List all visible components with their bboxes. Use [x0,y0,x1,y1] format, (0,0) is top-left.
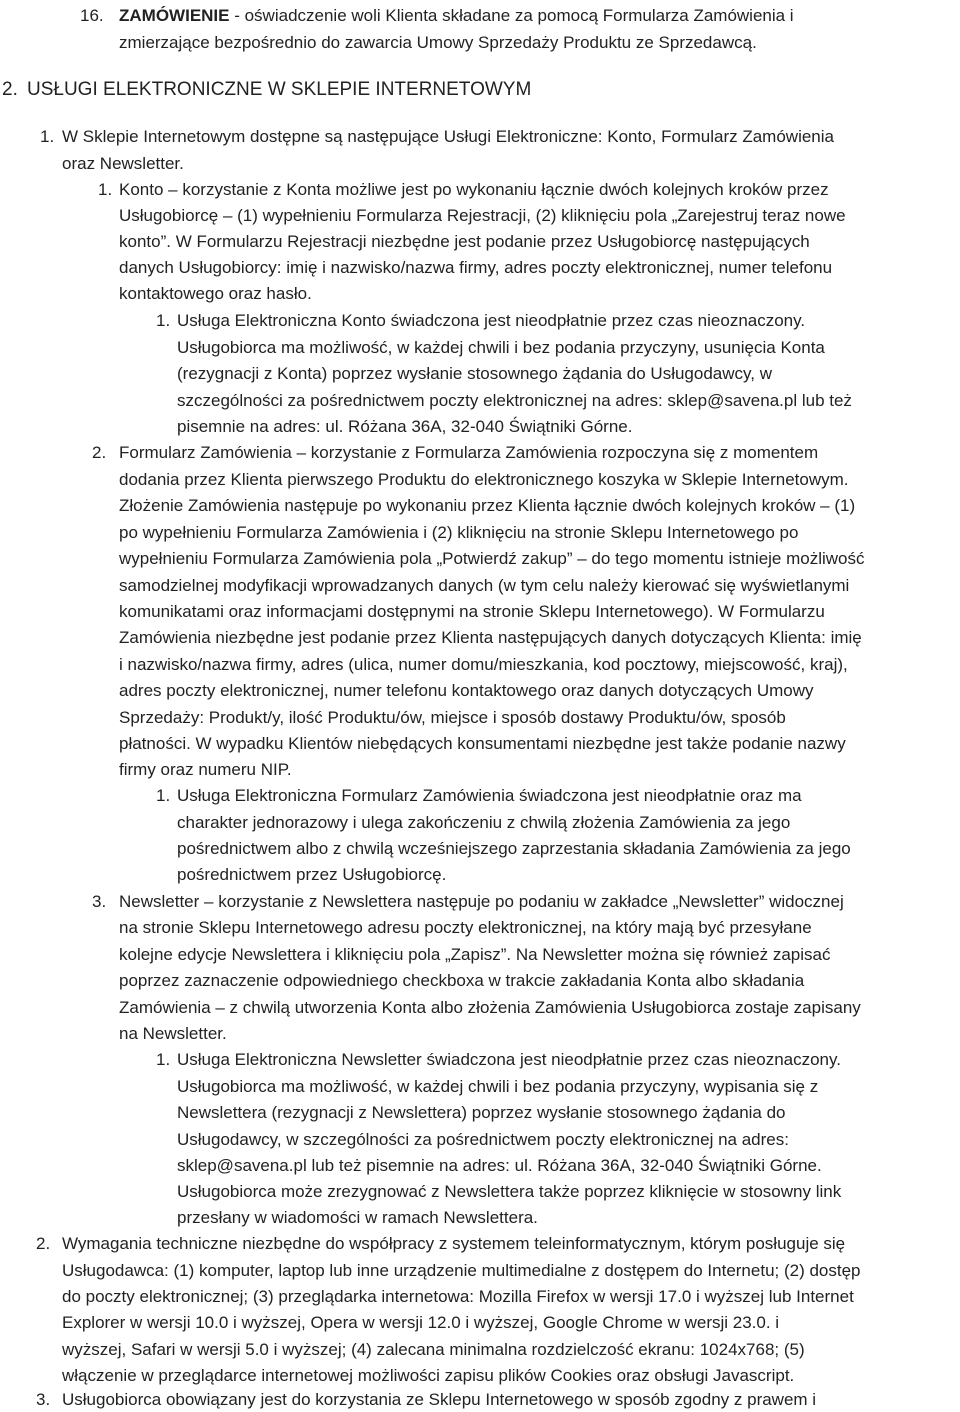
konto-number: 1. [98,180,113,199]
formularz-line-2: dodania przez Klienta pierwszego Produktu do elektronicznego koszyka w Sklepie Internetowym. [119,470,849,489]
paragraph-2-line-6: włączenie w przeglądarce internetowej możliwości zapisu plików Cookies oraz obsługi Javascript. [62,1366,795,1385]
formularz-line-5: wypełnieniu Formularza Zamówienia pola „Potwierdź zakup” – do tego momentu istnieje możliwość [119,549,865,568]
formularz-line-13: firmy oraz numeru NIP. [119,760,292,779]
konto-line-5: kontaktowego oraz hasło. [119,284,312,303]
paragraph-2-line-4: Explorer w wersji 10.0 i wyższej, Opera w wersji 12.0 i wyższej, Google Chrome w wersji 23.0. i [62,1313,780,1332]
paragraph-2-number: 2. [36,1234,51,1253]
formularz-line-3: Złożenie Zamówienia następuje po wykonaniu przez Klienta łącznie dwóch kolejnych kroków – (1) [119,496,856,515]
formularz-sub-number: 1. [156,786,171,805]
formularz-line-4: po wypełnieniu Formularza Zamówienia i (2) kliknięciu na stronie Sklepu Internetowego po [119,523,799,542]
newsletter-sub-line-7: przesłany w wiadomości w ramach Newslettera. [177,1208,538,1227]
formularz-line-9: i nazwisko/nazwa firmy, adres (ulica, numer domu/mieszkania, kod pocztowy, miejscowość, kraj), [119,655,848,674]
paragraph-2-line-2: Usługodawca: (1) komputer, laptop lub inne urządzenie multimedialne z dostępem do Internetu; (2) dostęp [62,1261,861,1280]
newsletter-line-3: kolejne edycje Newslettera i kliknięciu pola „Zapisz”. Na Newsletter można się również zapisać [119,945,831,964]
formularz-line-12: płatności. W wypadku Klientów niebędących konsumentami niezbędne jest także podanie nazwy [119,734,846,753]
formularz-line-6: samodzielnej modyfikacji wprowadzanych danych (w tym celu należy kierować się wyświetlanymi [119,576,850,595]
konto-line-3: konto”. W Formularzu Rejestracji niezbędne jest podanie przez Usługobiorcę następujących [119,232,810,251]
definition-term: ZAMÓWIENIE [119,6,230,25]
newsletter-line-5: Zamówienia – z chwilą utworzenia Konta albo złożenia Zamówienia Usługobiorca zostaje zapisany [119,998,861,1017]
formularz-line-11: Sprzedaży: Produkt/y, ilość Produktu/ów, miejsce i sposób dostawy Produktu/ów, sposób [119,708,786,727]
newsletter-sub-line-2: Usługobiorca ma możliwość, w każdej chwili i bez podania przyczyny, wypisania się z [177,1077,819,1096]
paragraph-3-number: 3. [36,1390,51,1409]
formularz-line-7: komunikatami oraz informacjami dostępnymi na stronie Sklepu Internetowego). W Formularzu [119,602,825,621]
paragraph-2-line-1: Wymagania techniczne niezbędne do współpracy z systemem teleinformatycznym, którym posługuje się [62,1234,846,1253]
newsletter-sub-line-3: Newslettera (rezygnacji z Newslettera) poprzez wysłanie stosownego żądania do [177,1103,786,1122]
konto-sub-line-4: szczególności za pośrednictwem poczty elektronicznej na adres: sklep@savena.pl lub też [177,391,852,410]
newsletter-line-2: na stronie Sklepu Internetowego adresu poczty elektronicznej, na który mają być przesyłane [119,918,812,937]
konto-sub-line-2: Usługobiorca ma możliwość, w każdej chwili i bez podania przyczyny, usunięcia Konta [177,338,825,357]
konto-sub-number: 1. [156,311,171,330]
newsletter-number: 3. [92,892,107,911]
konto-line-2: Usługobiorcę – (1) wypełnieniu Formularza Rejestracji, (2) kliknięciu pola „Zarejestruj teraz nowe [119,206,846,225]
newsletter-line-4: poprzez zaznaczenie odpowiedniego checkboxa w trakcie zakładania Konta albo składania [119,971,805,990]
formularz-line-10: adres poczty elektronicznej, numer telefonu kontaktowego oraz danych dotyczących Umowy [119,681,814,700]
konto-sub-line-1: Usługa Elektroniczna Konto świadczona jest nieodpłatnie przez czas nieoznaczony. [177,311,806,330]
formularz-sub-line-2: charakter jednorazowy i ulega zakończeniu z chwilą złożenia Zamówienia za jego [177,813,791,832]
formularz-number: 2. [92,443,107,462]
newsletter-sub-line-4: Usługodawcy, w szczególności za pośrednictwem poczty elektronicznej na adres: [177,1130,789,1149]
definition-16-line-2: zmierzające bezpośrednio do zawarcia Umowy Sprzedaży Produktu ze Sprzedawcą. [119,33,757,52]
newsletter-sub-line-5: sklep@savena.pl lub też pisemnie na adres: ul. Różana 36A, 32-040 Świątniki Górne. [177,1156,822,1175]
formularz-sub-line-3: pośrednictwem albo z chwilą wcześniejszego zaprzestania składania Zamówienia za jego [177,839,851,858]
paragraph-3-line-1: Usługobiorca obowiązany jest do korzystania ze Sklepu Internetowego w sposób zgodny z prawem i [62,1390,817,1409]
newsletter-sub-line-1: Usługa Elektroniczna Newsletter świadczona jest nieodpłatnie przez czas nieoznaczony. [177,1050,841,1069]
formularz-sub-line-1: Usługa Elektroniczna Formularz Zamówienia świadczona jest nieodpłatnie oraz ma [177,786,802,805]
konto-sub-line-5: pisemnie na adres: ul. Różana 36A, 32-040 Świątniki Górne. [177,417,633,436]
definition-text: - oświadczenie woli Klienta składane za pomocą Formularza Zamówienia i [229,6,794,25]
newsletter-sub-number: 1. [156,1050,171,1069]
definition-16-line-1 [119,6,794,26]
konto-line-4: danych Usługobiorcy: imię i nazwisko/nazwa firmy, adres poczty elektronicznej, numer telefonu [119,258,833,277]
paragraph-2-line-5: wyższej, Safari w wersji 5.0 i wyższej; (4) zalecana minimalna rozdzielczość ekranu: 1024x768; (5) [62,1340,805,1359]
paragraph-1-number: 1. [40,127,55,146]
section-2-title: USŁUGI ELEKTRONICZNE W SKLEPIE INTERNETOWYM [27,79,532,100]
formularz-line-8: Zamówienia niezbędne jest podanie przez Klienta następujących danych dotyczących Klienta: imię [119,628,862,647]
konto-line-1: Konto – korzystanie z Konta możliwe jest po wykonaniu łącznie dwóch kolejnych kroków przez [119,180,829,199]
section-2-number: 2. [2,79,18,100]
paragraph-1-line-1: W Sklepie Internetowym dostępne są następujące Usługi Elektroniczne: Konto, Formularz Zamówienia [62,127,834,146]
newsletter-line-6: na Newsletter. [119,1024,227,1043]
formularz-sub-line-4: pośrednictwem przez Usługobiorcę. [177,865,447,884]
newsletter-sub-line-6: Usługobiorca może zrezygnować z Newslettera także poprzez kliknięcie w stosowny link [177,1182,842,1201]
paragraph-1-line-2: oraz Newsletter. [62,154,184,173]
newsletter-line-1: Newsletter – korzystanie z Newslettera następuje po podaniu w zakładce „Newsletter” widocznej [119,892,844,911]
formularz-line-1: Formularz Zamówienia – korzystanie z Formularza Zamówienia rozpoczyna się z momentem [119,443,819,462]
definition-16-number: 16. [80,6,104,25]
konto-sub-line-3: (rezygnacji z Konta) poprzez wysłanie stosownego żądania do Usługodawcy, w [177,364,772,383]
paragraph-2-line-3: do poczty elektronicznej; (3) przeglądarka internetowa: Mozilla Firefox w wersji 17.0 i wyższej lub Internet [62,1287,854,1306]
